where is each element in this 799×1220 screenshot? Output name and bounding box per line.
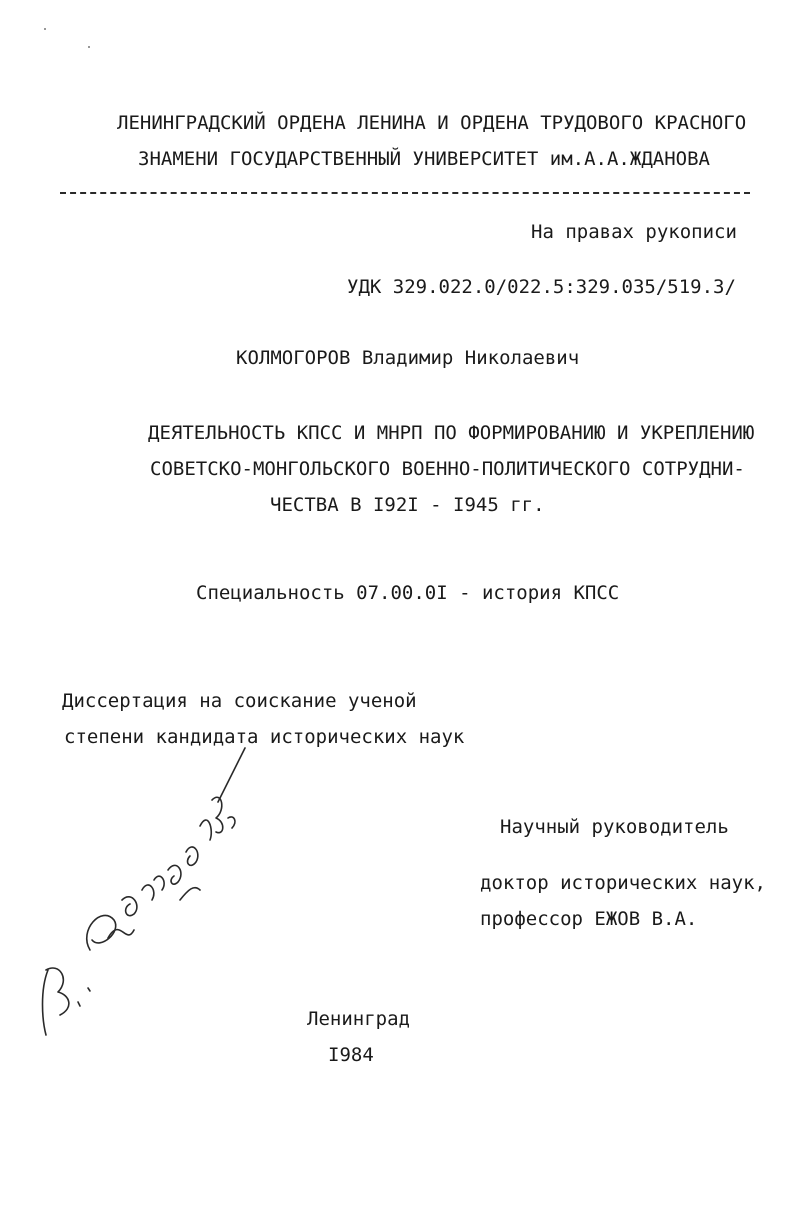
supervisor-degree: доктор исторических наук, — [480, 872, 766, 894]
specialty: Специальность 07.00.0I - история КПСС — [196, 582, 620, 604]
header-divider — [60, 192, 750, 194]
supervisor-label: Научный руководитель — [500, 816, 729, 838]
supervisor-name: профессор ЕЖОВ В.А. — [480, 908, 698, 930]
dissertation-title-line-1: ДЕЯТЕЛЬНОСТЬ КПСС И МНРП ПО ФОРМИРОВАНИЮ И УКРЕПЛЕНИЮ — [148, 422, 755, 444]
dissertation-title-line-2: СОВЕТСКО-МОНГОЛЬСКОГО ВОЕННО-ПОЛИТИЧЕСКОГО СОТРУДНИ- — [150, 458, 745, 480]
speck — [44, 28, 46, 30]
handwritten-signature — [30, 740, 270, 1050]
university-line-1: ЛЕНИНГРАДСКИЙ ОРДЕНА ЛЕНИНА И ОРДЕНА ТРУДОВОГО КРАСНОГО — [117, 112, 747, 134]
year: I984 — [328, 1044, 374, 1066]
dissertation-degree-line-2: степени кандидата исторических наук — [64, 726, 465, 748]
university-line-2: ЗНАМЕНИ ГОСУДАРСТВЕННЫЙ УНИВЕРСИТЕТ им.А.А.ЖДАНОВА — [138, 148, 710, 170]
manuscript-note: На правах рукописи — [531, 221, 737, 243]
speck — [88, 46, 90, 48]
dissertation-title-line-3: ЧЕСТВА В I92I - I945 гг. — [270, 494, 545, 516]
udc-code: УДК 329.022.0/022.5:329.035/519.3/ — [347, 276, 736, 298]
dissertation-degree-line-1: Диссертация на соискание ученой — [62, 690, 417, 712]
author-name: КОЛМОГОРОВ Владимир Николаевич — [236, 347, 580, 369]
city: Ленинград — [307, 1008, 410, 1030]
